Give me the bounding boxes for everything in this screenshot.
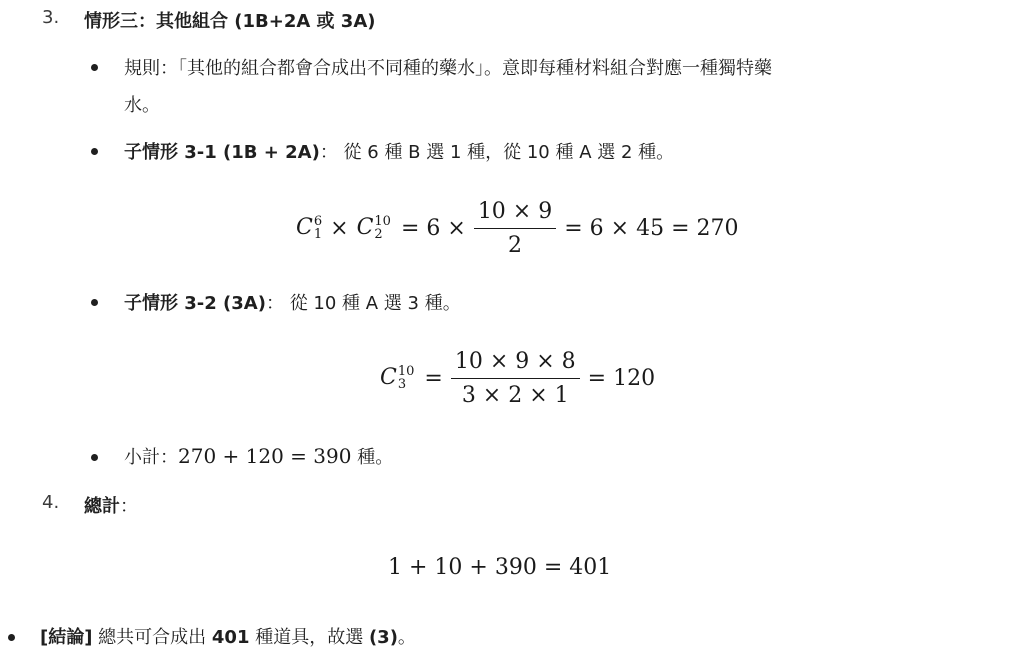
subcase-3-2-text: ： 從 10 種 A 選 3 種。 xyxy=(265,293,461,314)
conclusion-choice: (3) xyxy=(368,627,398,648)
list-number-4: 4. xyxy=(42,492,60,513)
conclusion-text-a: 總共可合成出 xyxy=(92,627,212,648)
eq1-part-a: = 6 × xyxy=(400,215,466,241)
subtotal-prefix: 小計： xyxy=(124,447,178,468)
comb-sub: 1 xyxy=(313,227,323,242)
combination-c-10-2: C 10 2 xyxy=(356,214,391,242)
combination-c-6-1: C 6 1 xyxy=(296,214,323,242)
equation-subcase-3-1 xyxy=(296,196,738,260)
bullet-subtotal xyxy=(91,454,98,461)
bullet-subcase-3-1 xyxy=(91,148,98,155)
eq1-fraction xyxy=(474,199,556,258)
eq2-part-b: = 120 xyxy=(587,365,656,391)
combination-c-10-3: C 10 3 xyxy=(380,364,415,392)
subtotal-line xyxy=(124,443,393,469)
list-number-3: 3. xyxy=(42,7,60,28)
item4-title: 總計 xyxy=(84,496,120,517)
conclusion-label: [結論] xyxy=(40,627,93,648)
eq2-fraction xyxy=(451,349,580,408)
conclusion-text-b: 種道具，故選 xyxy=(249,627,369,648)
conclusion-value: 401 xyxy=(211,627,250,648)
total-equation: 1 + 10 + 390 = 401 xyxy=(388,555,612,580)
times-sign: × xyxy=(330,215,349,241)
eq1-part-b: = 6 × 45 = 270 xyxy=(564,215,739,241)
subcase-3-1-line xyxy=(124,138,674,164)
subtotal-suffix: 種。 xyxy=(351,447,394,468)
eq2-denominator: 3 × 2 × 1 xyxy=(461,382,569,408)
item3-title: 情形三：其他組合 (1B+2A 或 3A) xyxy=(84,11,376,32)
comb-sub: 2 xyxy=(374,227,383,242)
comb-sup: 10 xyxy=(374,214,391,229)
conclusion-line xyxy=(40,623,416,649)
subcase-3-1-label: 子情形 3-1 (1B + 2A) xyxy=(124,142,320,163)
eq2-part-a: = xyxy=(424,365,443,391)
subtotal-math: 270 + 120 = 390 xyxy=(178,444,352,468)
rule-text-line1: 規則：「其他的組合都會合成出不同種的藥水」。意即每種材料組合對應一種獨特藥 xyxy=(124,58,772,79)
bullet-subcase-3-2 xyxy=(91,299,98,306)
bullet-conclusion xyxy=(8,634,15,641)
item4-heading xyxy=(84,492,138,518)
subcase-3-2-label: 子情形 3-2 (3A) xyxy=(124,293,266,314)
comb-sup: 6 xyxy=(313,214,323,229)
subcase-3-1-text: ： 從 6 種 B 選 1 種，從 10 種 A 選 2 種。 xyxy=(319,142,675,163)
subcase-3-2-line xyxy=(124,289,461,315)
item4-colon: ： xyxy=(120,496,138,517)
equation-subcase-3-2 xyxy=(380,346,655,410)
conclusion-text-c: 。 xyxy=(397,627,416,648)
comb-sub: 3 xyxy=(397,377,407,392)
eq1-denominator: 2 xyxy=(508,232,523,258)
bullet-rule xyxy=(91,64,98,71)
comb-sup: 10 xyxy=(397,364,415,379)
rule-text-line2: 水。 xyxy=(124,95,160,116)
eq1-numerator: 10 × 9 xyxy=(474,199,556,229)
eq2-numerator: 10 × 9 × 8 xyxy=(451,349,580,379)
